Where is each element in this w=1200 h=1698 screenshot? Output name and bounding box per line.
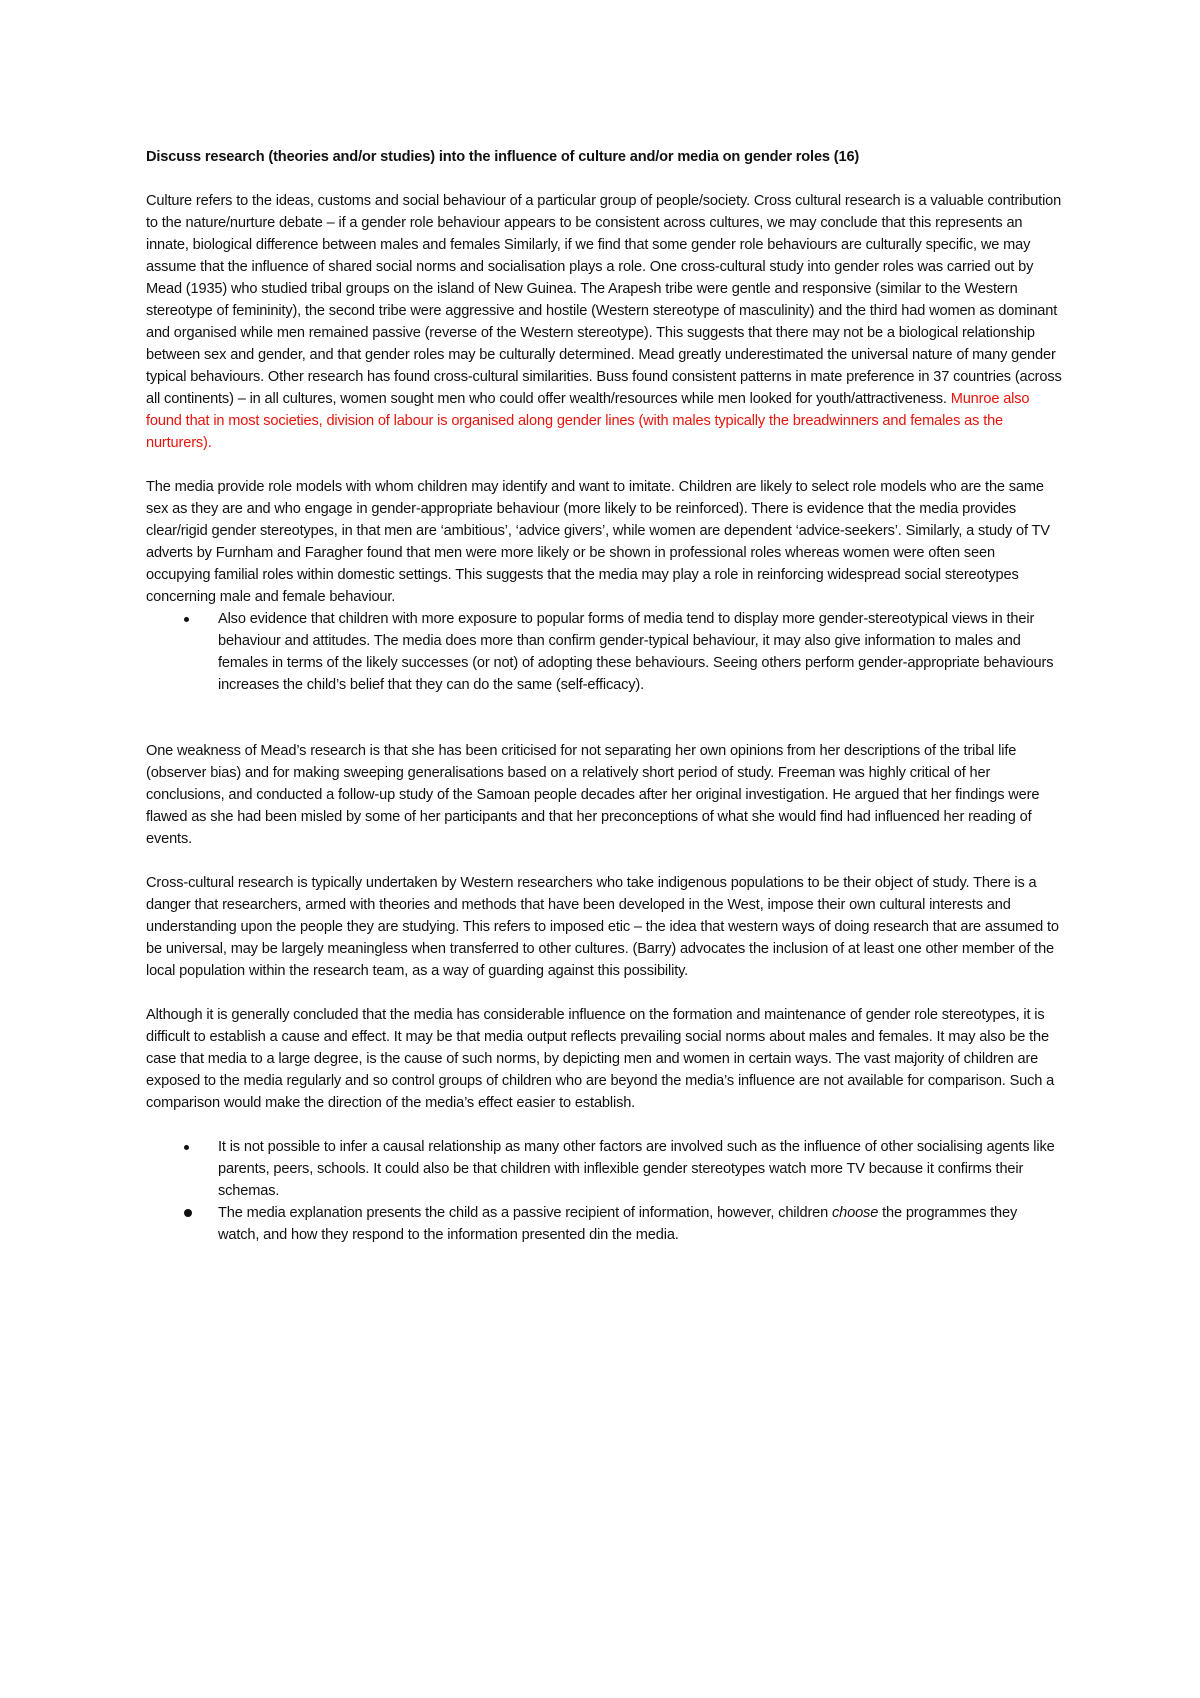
paragraph-culture-red-text: Munroe also found that in most societies, division of labour is organised along gender lines (with males typically the breadwinners and females as the nurturers).	[146, 391, 1030, 451]
bullet-icon	[184, 1202, 204, 1224]
essay-title: Discuss research (theories and/or studies) into the influence of culture and/or media on gender roles (16)	[146, 149, 860, 165]
list-item-text-part: The media explanation presents the child as a passive recipient of information, however, children	[218, 1205, 832, 1221]
list-item-text	[218, 1205, 1017, 1243]
paragraph-cross-cultural: Cross-cultural research is typically undertaken by Western researchers who take indigenous populations to be their object of study. There is a danger that researchers, armed with theories and methods that have been developed in the West, impose their own cultural interests and understanding upon the people they are studying. This refers to imposed etic – the idea that western ways of doing research that are assumed to be universal, may be largely meaningless when transferred to other cultures. (Barry) advocates the inclusion of at least one other member of the local population within the research team, as a way of guarding against this possibility.	[146, 875, 1059, 979]
list-item-emphasis: choose	[832, 1205, 879, 1221]
bullet-icon	[184, 608, 204, 630]
paragraph-media-evaluation: Although it is generally concluded that the media has considerable influence on the formation and maintenance of gender role stereotypes, it is difficult to establish a cause and effect. It may be that media output reflects prevailing social norms about males and females. It may also be the case that media to a large degree, is the cause of such norms, by depicting men and women in certain ways. The vast majority of children are exposed to the media regularly and so control groups of children who are beyond the media’s influence are not available for comparison. Such a comparison would make the direction of the media’s effect easier to establish.	[146, 1007, 1055, 1111]
list-item-text-part: the programmes they watch, and how they respond to the information presented din the media.	[218, 1205, 1018, 1243]
paragraph-culture	[146, 190, 1062, 454]
list-item-text: Also evidence that children with more exposure to popular forms of media tend to display more gender-stereotypical views in their behaviour and attitudes. The media does more than confirm gender-typical behaviour, it may also give information to males and females in terms of the likely successes (or not) of adopting these behaviours. Seeing others perform gender-appropriate behaviours increases the child’s belief that they can do the same (self-efficacy).	[218, 611, 1054, 693]
bullet-list-media	[146, 608, 1062, 696]
list-item	[146, 608, 1062, 696]
document-page	[146, 146, 1062, 1246]
list-item	[146, 1202, 1062, 1246]
bullet-icon	[184, 1136, 204, 1158]
paragraph-culture-text: Culture refers to the ideas, customs and social behaviour of a particular group of people/society. Cross cultural research is a valuable contribution to the nature/nurture debate – if a gender role behaviour appears to be consistent across cultures, we may conclude that this represents an innate, biological difference between males and females Similarly, if we find that some gender role behaviours are culturally specific, we may assume that the influence of shared social norms and socialisation plays a role. One cross-cultural study into gender roles was carried out by Mead (1935) who studied tribal groups on the island of New Guinea. The Arapesh tribe were gentle and responsive (similar to the Western stereotype of femininity), the second tribe were aggressive and hostile (Western stereotype of masculinity) and the third had women as dominant and organised while men remained passive (reverse of the Western stereotype). This suggests that there may not be a biological relationship between sex and gender, and that gender roles may be culturally determined. Mead greatly underestimated the universal nature of many gender typical behaviours. Other research has found cross-cultural similarities. Buss found consistent patterns in mate preference in 37 countries (across all continents) – in all cultures, women sought men who could offer wealth/resources while men looked for youth/attractiveness.	[146, 193, 1062, 407]
list-item	[146, 1136, 1062, 1202]
paragraph-mead-weakness: One weakness of Mead’s research is that she has been criticised for not separating her own opinions from her descriptions of the tribal life (observer bias) and for making sweeping generalisations based on a relatively short period of study. Freeman was highly critical of her conclusions, and conducted a follow-up study of the Samoan people decades after her original investigation. He argued that her findings were flawed as she had been misled by some of her participants and that her preconceptions of what she would find had influenced her reading of events.	[146, 743, 1040, 847]
paragraph-media: The media provide role models with whom children may identify and want to imitate. Children are likely to select role models who are the same sex as they are and who engage in gender-appropriate behaviour (more likely to be reinforced). There is evidence that the media provides clear/rigid gender stereotypes, in that men are ‘ambitious’, ‘advice givers’, while women are dependent ‘advice-seekers’. Similarly, a study of TV adverts by Furnham and Faragher found that men were more likely or be shown in professional roles whereas women were often seen occupying familial roles within domestic settings. This suggests that the media may play a role in reinforcing widespread social stereotypes concerning male and female behaviour.	[146, 479, 1050, 605]
bullet-list-evaluation	[146, 1136, 1062, 1246]
list-item-text: It is not possible to infer a causal relationship as many other factors are involved such as the influence of other socialising agents like parents, peers, schools. It could also be that children with inflexible gender stereotypes watch more TV because it confirms their schemas.	[218, 1139, 1055, 1199]
